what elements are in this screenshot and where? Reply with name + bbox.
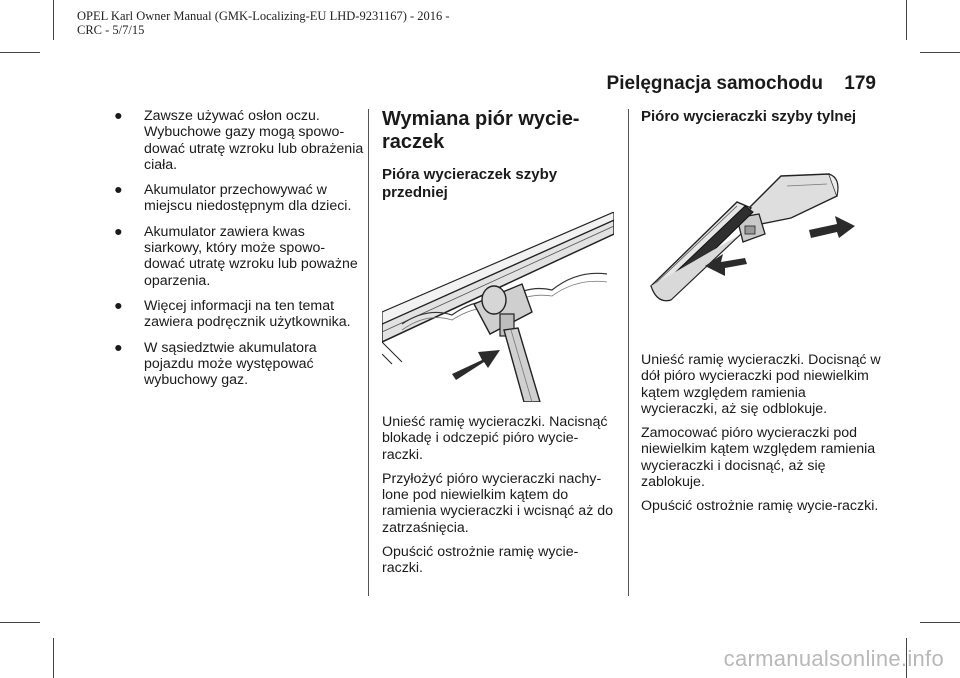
crop-mark [0, 52, 40, 53]
page-number: 179 [844, 73, 876, 94]
column-divider [628, 109, 629, 596]
bullet-icon: ● [114, 223, 123, 240]
paragraph: Zamocować pióro wycieraczki pod niewielkim kątem względem ramienia wycieraczki i docisnąć, aż się zablokuje. [641, 425, 876, 491]
doc-meta-line-1: OPEL Karl Owner Manual (GMK-Localizing-EU LHD-9231167) - 2016 - [77, 9, 450, 23]
paragraph: Unieść ramię wycieraczki. Docisnąć w dół pióro wycieraczki pod niewielkim kątem względem ramienia wycieraczki, aż się odblokuje. [641, 352, 881, 417]
column-divider [368, 109, 369, 596]
running-header [607, 73, 876, 95]
chapter-heading: Wymiana piór wycie-raczek [382, 108, 580, 153]
crop-mark [920, 622, 960, 623]
document-meta [77, 9, 450, 37]
doc-meta-line-2: CRC - 5/7/15 [77, 23, 145, 37]
list-item-text: Akumulator zawiera kwas siarkowy, który może spowo-dować utratę wzroku lub poważne oparzenia. [144, 223, 358, 289]
paragraph: Opuścić ostrożnie ramię wycie-raczki. [641, 498, 879, 515]
watermark: carmanualsonline.info [723, 646, 944, 671]
list-item [114, 182, 364, 215]
bullet-icon: ● [114, 108, 123, 124]
rear-wiper-illustration [641, 134, 881, 334]
list-item [114, 224, 364, 289]
crop-mark [0, 622, 40, 623]
paragraph: Unieść ramię wycieraczki. Nacisnąć blokadę i odczepić pióro wycie-raczki. [382, 414, 608, 463]
list-item-text: Więcej informacji na ten temat zawiera podręcznik użytkownika. [144, 297, 351, 331]
list-item [114, 298, 364, 331]
list-item [114, 108, 364, 173]
crop-mark [53, 0, 54, 40]
section-title: Pielęgnacja samochodu [606, 73, 824, 94]
list-item-text: W sąsiedztwie akumulatora pojazdu może występować wybuchowy gaz. [144, 339, 317, 389]
warning-list [114, 108, 364, 388]
crop-mark [53, 638, 54, 678]
bullet-icon: ● [114, 182, 123, 199]
rear-wiper-subheading: Pióro wycieraczki szyby tylnej [641, 108, 857, 125]
list-item-text: Zawsze używać osłon oczu. Wybuchowe gazy mogą spowo-dować utratę wzroku lub obrażenia ciała. [144, 108, 364, 173]
bullet-icon: ● [114, 297, 123, 314]
crop-mark [906, 0, 907, 40]
paragraph: Przyłożyć pióro wycieraczki nachy-lone pod niewielkim kątem do ramienia wycieraczki i wcisnąć aż do zatrzaśnięcia. [382, 470, 614, 536]
bullet-icon: ● [114, 339, 123, 356]
middle-column [382, 108, 616, 585]
crop-mark [920, 52, 960, 53]
right-column [641, 108, 881, 523]
paragraph: Opuścić ostrożnie ramię wycie-raczki. [382, 544, 579, 577]
list-item [114, 340, 364, 389]
list-item-text: Akumulator przechowywać w miejscu niedostępnym dla dzieci. [144, 182, 352, 215]
front-wiper-subheading: Pióra wycieraczek szyby przedniej [382, 166, 558, 201]
front-wiper-illustration [382, 212, 614, 402]
left-column [114, 108, 364, 397]
